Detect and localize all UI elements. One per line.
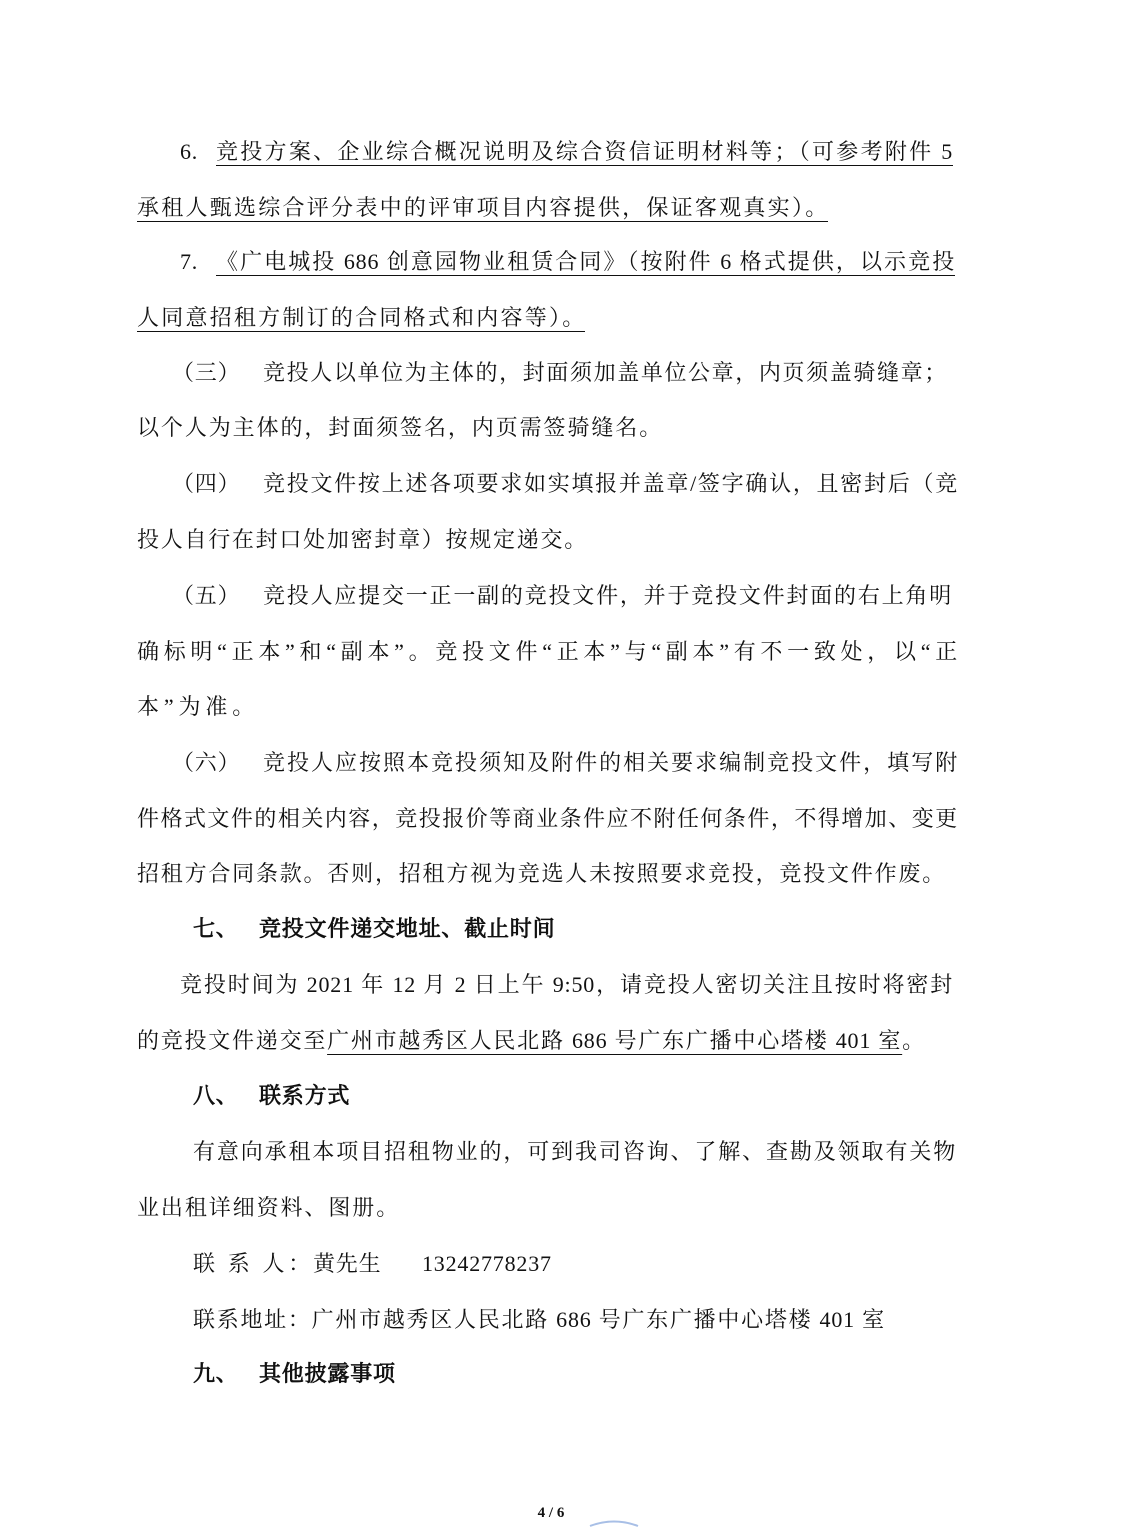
section-8-title: 联系方式 [259,1084,351,1109]
section-8-number: 八、 [193,1084,239,1109]
clause-4-line-2: 投人自行在封口处加密封章）按规定递交。 [137,527,587,552]
clause-5-line-3: 本”为准。 [137,694,255,719]
item-6-text-2: 承租人甄选综合评分表中的评审项目内容提供，保证客观真实）。 [137,195,828,220]
item-6-line-2 [137,192,828,224]
clause-3-label: （三） [172,360,241,385]
clause-4-line-1: 竞投文件按上述各项要求如实填报并盖章/签字确认，且密封后（竞 [263,471,958,496]
section-7-line-2 [137,1025,925,1057]
clause-5-label: （五） [172,583,241,608]
clause-6-line-2: 件格式文件的相关内容，竞投报价等商业条件应不附任何条件，不得增加、变更 [137,806,958,831]
section-7-line-2-prefix: 的竞投文件递交至 [137,1028,328,1053]
clause-6-line-3: 招租方合同条款。否则，招租方视为竞选人未按照要求竞投，竞投文件作废。 [137,861,945,886]
item-7-text-1: 《广电城投 686 创意园物业租赁合同》（按附件 6 格式提供，以示竞投 [216,249,955,274]
clause-3-line-2: 以个人为主体的，封面须签名，内页需签骑缝名。 [137,415,662,440]
contact-person-name: 黄先生 [313,1251,382,1276]
clause-3-line-1: 竞投人以单位为主体的，封面须加盖单位公章，内页须盖骑缝章； [263,360,947,385]
stamp-arc [590,1522,638,1527]
stamp-fragment [588,1516,640,1527]
section-7-title: 竞投文件递交地址、截止时间 [259,917,556,942]
clause-6-line-1: 竞投人应按照本竞投须知及附件的相关要求编制竞投文件，填写附 [263,750,958,775]
contact-address: 广州市越秀区人民北路 686 号广东广播中心塔楼 401 室 [311,1307,885,1332]
section-7-line-1: 竞投时间为 2021 年 12 月 2 日上午 9:50，请竞投人密切关注且按时将密封 [180,972,953,997]
section-9-number: 九、 [193,1362,239,1387]
item-6-number: 6. [180,139,199,164]
item-7-number: 7. [180,249,199,274]
contact-person-label: 联 系 人： [193,1251,311,1276]
clause-4-label: （四） [172,471,241,496]
contact-phone: 13242778237 [422,1251,552,1276]
item-6-line-1 [216,136,953,168]
section-7-number: 七、 [193,917,239,942]
item-7-line-1 [216,246,955,278]
contact-address-line [193,1304,885,1336]
page-number: 4 / 6 [537,1505,565,1521]
clause-6-label: （六） [172,750,241,775]
section-8-line-1: 有意向承租本项目招租物业的，可到我司咨询、了解、查勘及领取有关物 [193,1139,956,1164]
section-9-title: 其他披露事项 [259,1362,396,1387]
item-7-line-2 [137,302,585,334]
clause-5-line-1: 竞投人应提交一正一副的竞投文件，并于竞投文件封面的右上角明 [263,583,952,608]
submission-address: 广州市越秀区人民北路 686 号广东广播中心塔楼 401 室 [327,1028,903,1053]
section-8-line-2: 业出租详细资料、图册。 [137,1195,399,1220]
contact-address-label: 联系地址： [193,1307,312,1332]
section-7-line-2-suffix: 。 [902,1028,925,1053]
item-6-text-1: 竞投方案、企业综合概况说明及综合资信证明材料等；（可参考附件 5 [216,139,953,164]
item-7-text-2: 人同意招租方制订的合同格式和内容等）。 [137,305,585,330]
clause-5-line-2: 确标明“正本”和“副本”。竞投文件“正本”与“副本”有不一致处，以“正 [137,639,958,664]
